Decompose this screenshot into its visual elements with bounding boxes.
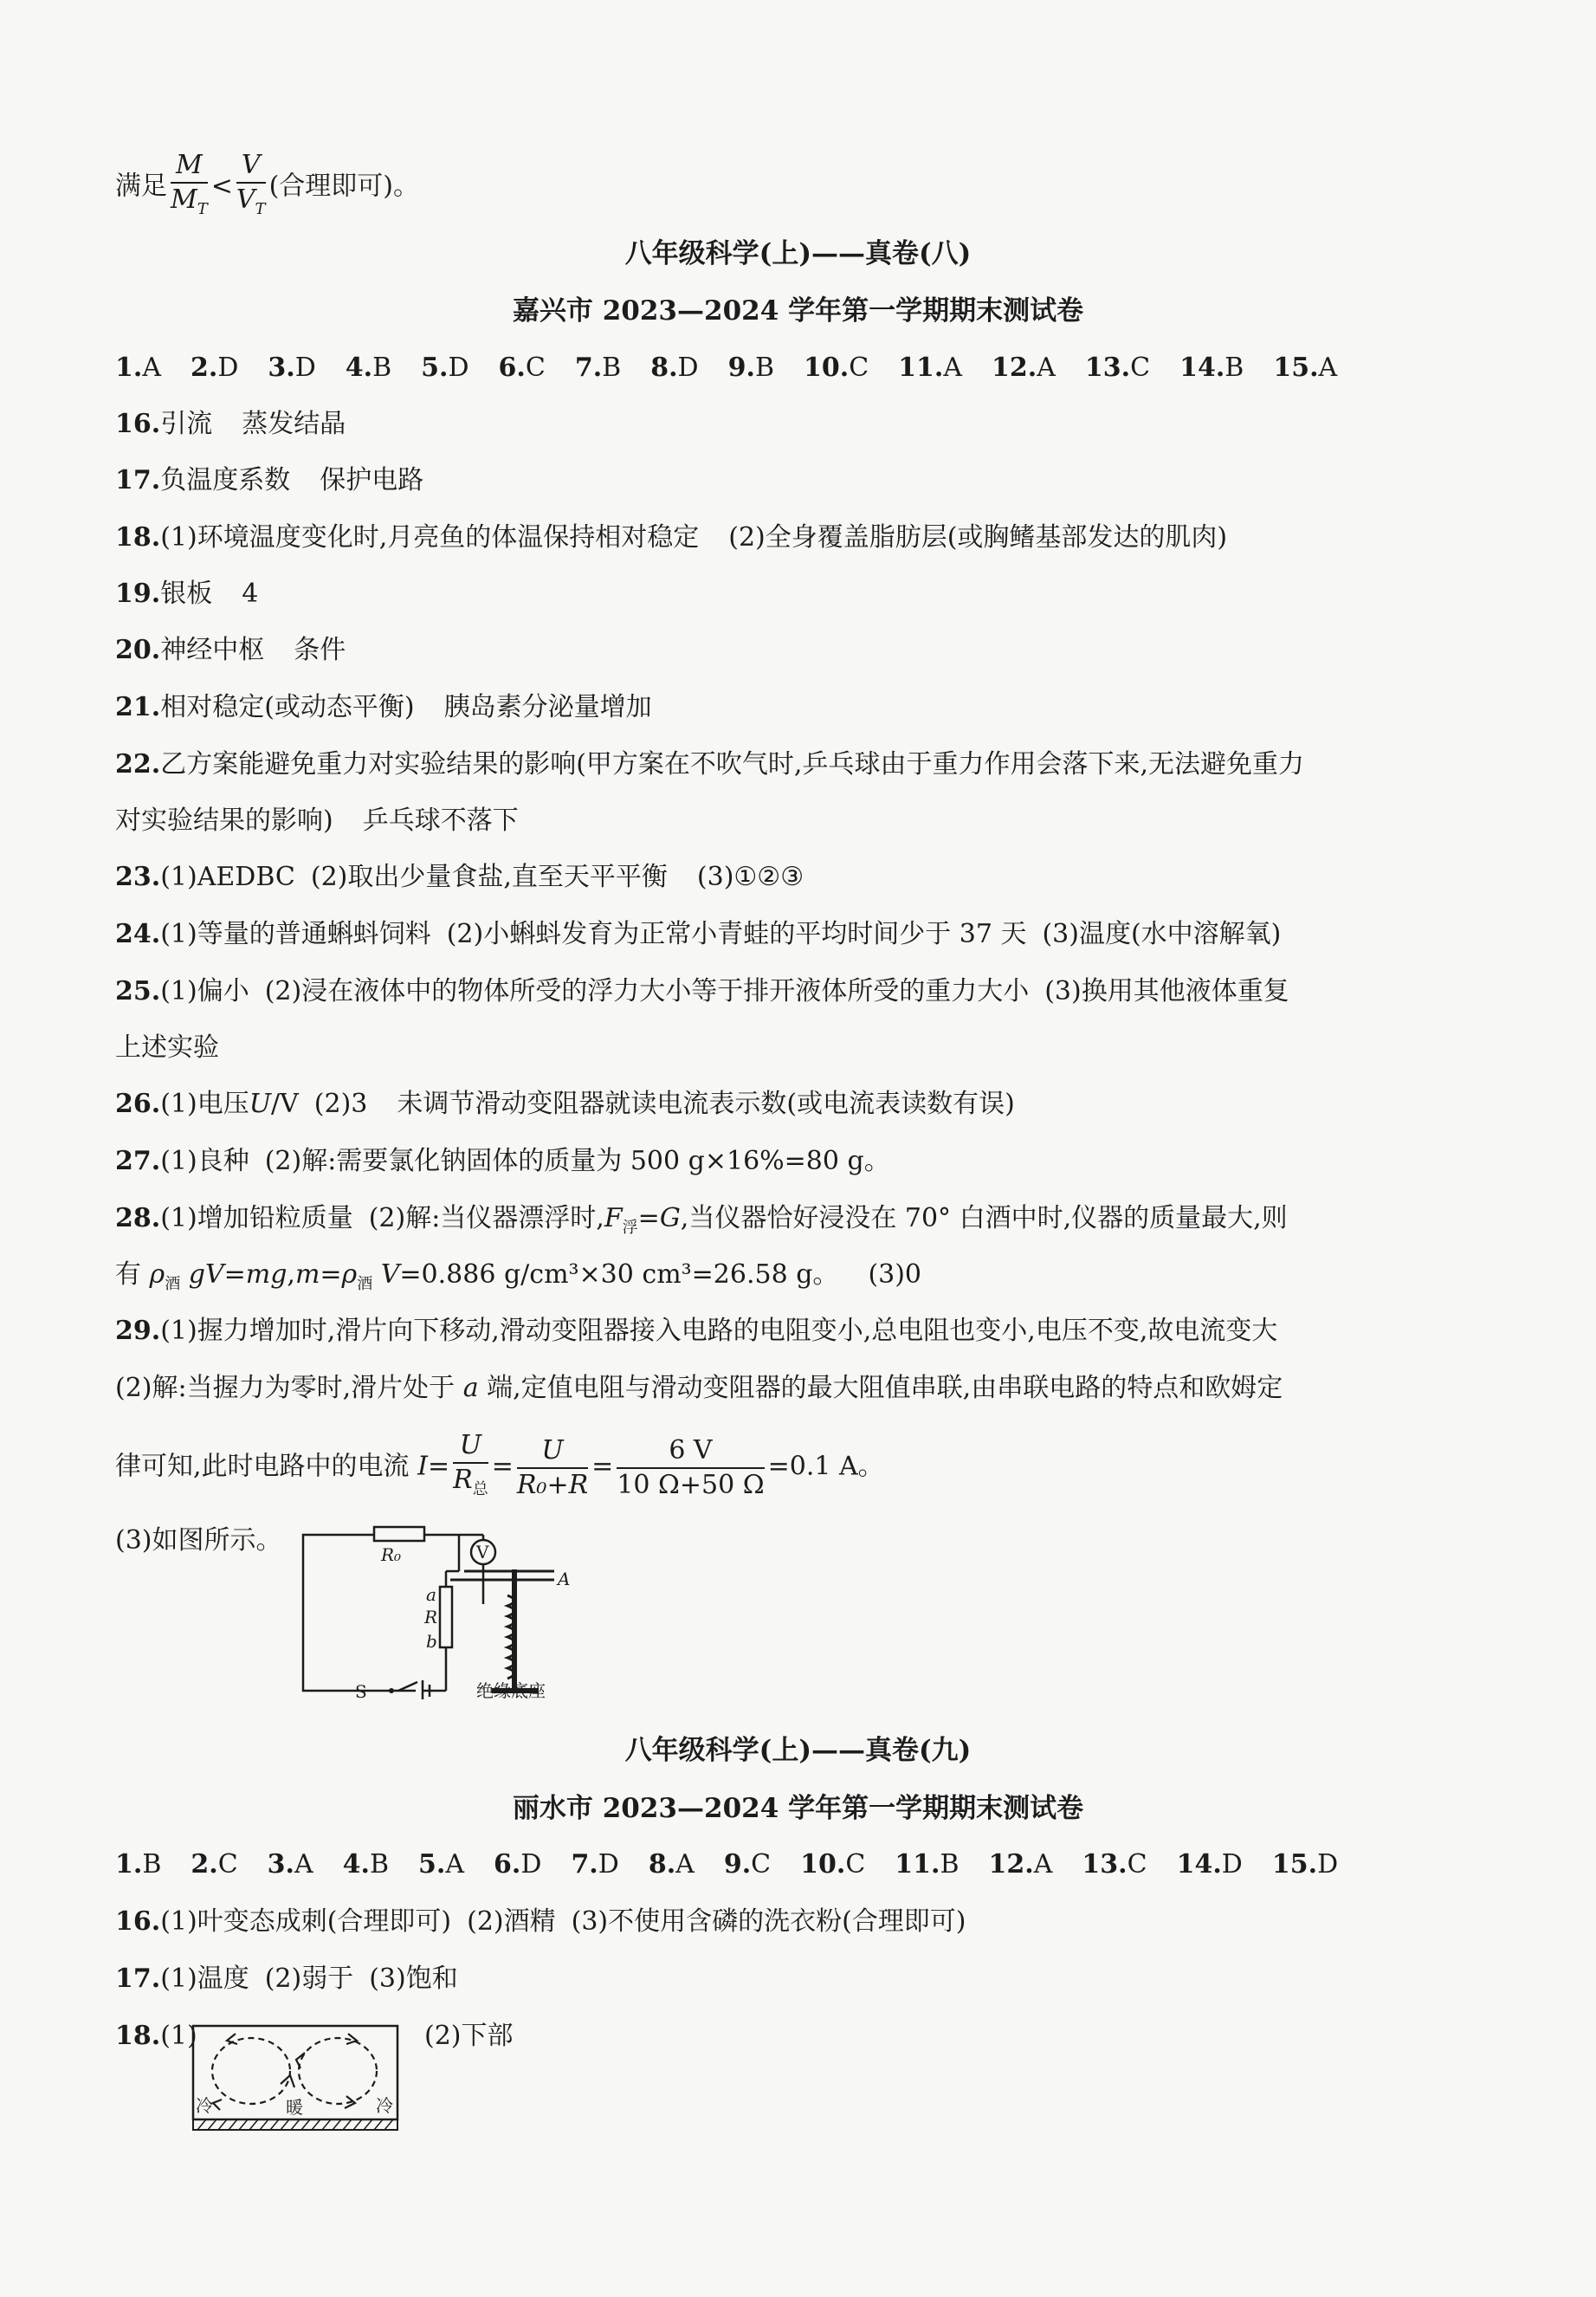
- fraction-numeric: $\frac{6 V}{10 \Omega+50 \Omega}$: [617, 1434, 765, 1500]
- section8-title: 八年级科学(上)——真卷(八): [624, 238, 972, 269]
- choice-answer: 4.B: [345, 353, 392, 383]
- answer-17: 17.负温度系数 保护电路: [115, 465, 424, 495]
- choice-answer: 3.A: [267, 1849, 313, 1880]
- answer-18: 18.(1)环境温度变化时,月亮鱼的体温保持相对稳定 (2)全身覆盖脂肪层(或胸鳍基部发达的肌肉): [115, 522, 1228, 553]
- answer-24: 24.(1)等量的普通蝌蚪饲料 (2)小蝌蚪发育为正常小青蛙的平均时间少于 37 天 (3)温度(水中溶解氧): [115, 919, 1282, 949]
- section9-subtitle: 丽水市 2023—2024 学年第一学期期末测试卷: [512, 1793, 1084, 1824]
- answer-27: 27.(1)良种 (2)解:需要氯化钠固体的质量为 500 g×16%=80 g。: [115, 1146, 890, 1176]
- choice-answer: 7.D: [571, 1849, 619, 1880]
- choice-answer: 12.A: [988, 1849, 1053, 1880]
- intro-line: 满足 $\frac{M}{M_T}$ < $\frac{V}{V_T}$ (合理即可)。: [115, 149, 419, 226]
- answer-16: 16.引流 蒸发结晶: [115, 409, 346, 439]
- choice-answer: 14.B: [1179, 353, 1244, 383]
- s9-answer-16: 16.(1)叶变态成刺(合理即可) (2)酒精 (3)不使用含磷的洗衣粉(合理即可): [115, 1906, 966, 1937]
- answer-21: 21.相对稳定(或动态平衡) 胰岛素分泌量增加: [115, 692, 652, 722]
- answer-28: 28.(1)增加铅粒质量 (2)解:当仪器漂浮时$,F_浮=G$,当仪器恰好浸没在 70° 白酒中时,仪器的质量最大,则: [115, 1203, 1288, 1237]
- choice-answer: 5.A: [418, 1849, 465, 1880]
- fraction-u-over-r0r: $\frac{U}{\text{R₀+R}}$: [516, 1434, 589, 1500]
- choice-answer: 6.C: [498, 353, 546, 383]
- choice-answer: 8.A: [648, 1849, 695, 1880]
- a-label: a: [426, 1584, 436, 1605]
- switch-label: S: [355, 1681, 367, 1699]
- fraction-v-over-vt: $\frac{V}{V_T}$: [236, 150, 266, 218]
- choice-answer: 4.B: [342, 1849, 390, 1880]
- fraction-u-over-rtotal: $\frac{U}{R_总}$: [453, 1430, 488, 1498]
- s9-answer-17: 17.(1)温度 (2)弱于 (3)饱和: [115, 1964, 458, 1994]
- section9-title: 八年级科学(上)——真卷(九): [624, 1735, 972, 1766]
- answer-20: 20.神经中枢 条件: [115, 635, 346, 665]
- choice-answer: 10.C: [800, 1849, 866, 1880]
- choice-answer: 5.D: [421, 353, 469, 383]
- choice-answer: 9.B: [727, 353, 774, 383]
- choice-answer: 6.D: [494, 1849, 542, 1880]
- choice-answer: 12.A: [992, 353, 1056, 383]
- insulated-base-label: 绝缘底座: [476, 1680, 546, 1699]
- plate-a-label: A: [558, 1569, 571, 1589]
- answer-23: 23.(1)AEDBC (2)取出少量食盐,直至天平平衡 (3)①②③: [115, 862, 804, 892]
- cold-right-label: 冷: [376, 2095, 393, 2116]
- choice-answer: 1.B: [115, 1849, 162, 1880]
- answer-29: 29.(1)握力增加时,滑片向下移动,滑动变阻器接入电路的电阻变小,总电阻也变小,电压不变,故电流变大: [115, 1316, 1278, 1346]
- voltmeter-label: V: [476, 1542, 489, 1563]
- choice-answer: 3.D: [268, 353, 316, 383]
- choice-answer: 13.C: [1082, 1849, 1147, 1880]
- answer-22-cont: 对实验结果的影响) 乒乓球不落下: [115, 806, 519, 836]
- choice-answer: 15.D: [1271, 1849, 1339, 1880]
- choice-answer: 10.C: [803, 353, 869, 383]
- answer-25-cont: 上述实验: [115, 1032, 219, 1063]
- answer-29-part3: (3)如图所示。: [115, 1525, 282, 1556]
- choice-answer: 11.A: [898, 353, 963, 383]
- choice-answer: 1.A: [115, 353, 161, 383]
- r0-label: R₀: [381, 1544, 402, 1565]
- answer-25: 25.(1)偏小 (2)浸在液体中的物体所受的浮力大小等于排开液体所受的重力大小 (3)换用其他液体重复: [115, 976, 1289, 1006]
- choice-answer: 8.D: [650, 353, 699, 383]
- answer-29-formula: 律可知,此时电路中的电流 I= $\frac{U}{R_总}$ = $\frac{U}{\text{R₀+R}}$ = $\frac{6 V}{10 \Omega+50 \Omega}$ =0.1 A。: [115, 1429, 884, 1506]
- section8-subtitle: 嘉兴市 2023—2024 学年第一学期期末测试卷: [512, 295, 1084, 327]
- answer-26: 26.(1)电压U/V (2)3 未调节滑动变阻器就读电流表示数(或电流表读数有误): [115, 1089, 1015, 1119]
- s9-answer-18: 18.(1): [115, 2021, 197, 2051]
- choice-answer: 13.C: [1084, 353, 1151, 383]
- cold-left-label: 冷: [196, 2095, 213, 2116]
- answer-28-cont: 有 $\rho_酒$ $gV=mg,m=\rho_酒$ V=0.886 g/cm³×30 cm³=26.58 g。 (3)0: [115, 1259, 922, 1293]
- choice-answer: 2.D: [191, 353, 239, 383]
- choice-answer: 9.C: [723, 1849, 772, 1880]
- answer-29-cont: (2)解:当握力为零时,滑片处于 a 端,定值电阻与滑动变阻器的最大阻值串联,由串联电路的特点和欧姆定: [115, 1373, 1283, 1403]
- convection-diagram: [191, 2023, 403, 2136]
- choice-answer: 7.B: [574, 353, 622, 383]
- answer-22: 22.乙方案能避免重力对实验结果的影响(甲方案在不吹气时,乒乓球由于重力作用会落下来,无法避免重力: [115, 749, 1304, 780]
- choice-answer: 11.B: [895, 1849, 960, 1880]
- section9-choice-answers: [115, 1847, 1367, 1883]
- answer-19: 19.银板 4: [115, 579, 259, 609]
- circuit-diagram: [294, 1517, 606, 1699]
- fraction-m-over-mt: $\frac{M}{M_T}$: [171, 150, 208, 218]
- choice-answer: 15.A: [1273, 353, 1338, 383]
- s9-answer-18-part2: (2)下部: [424, 2021, 514, 2051]
- b-label: b: [426, 1631, 437, 1652]
- section8-choice-answers: [115, 350, 1367, 386]
- choice-answer: 14.D: [1176, 1849, 1243, 1880]
- r-label: R: [424, 1607, 438, 1627]
- warm-label: 暖: [286, 2097, 303, 2118]
- choice-answer: 2.C: [191, 1849, 238, 1880]
